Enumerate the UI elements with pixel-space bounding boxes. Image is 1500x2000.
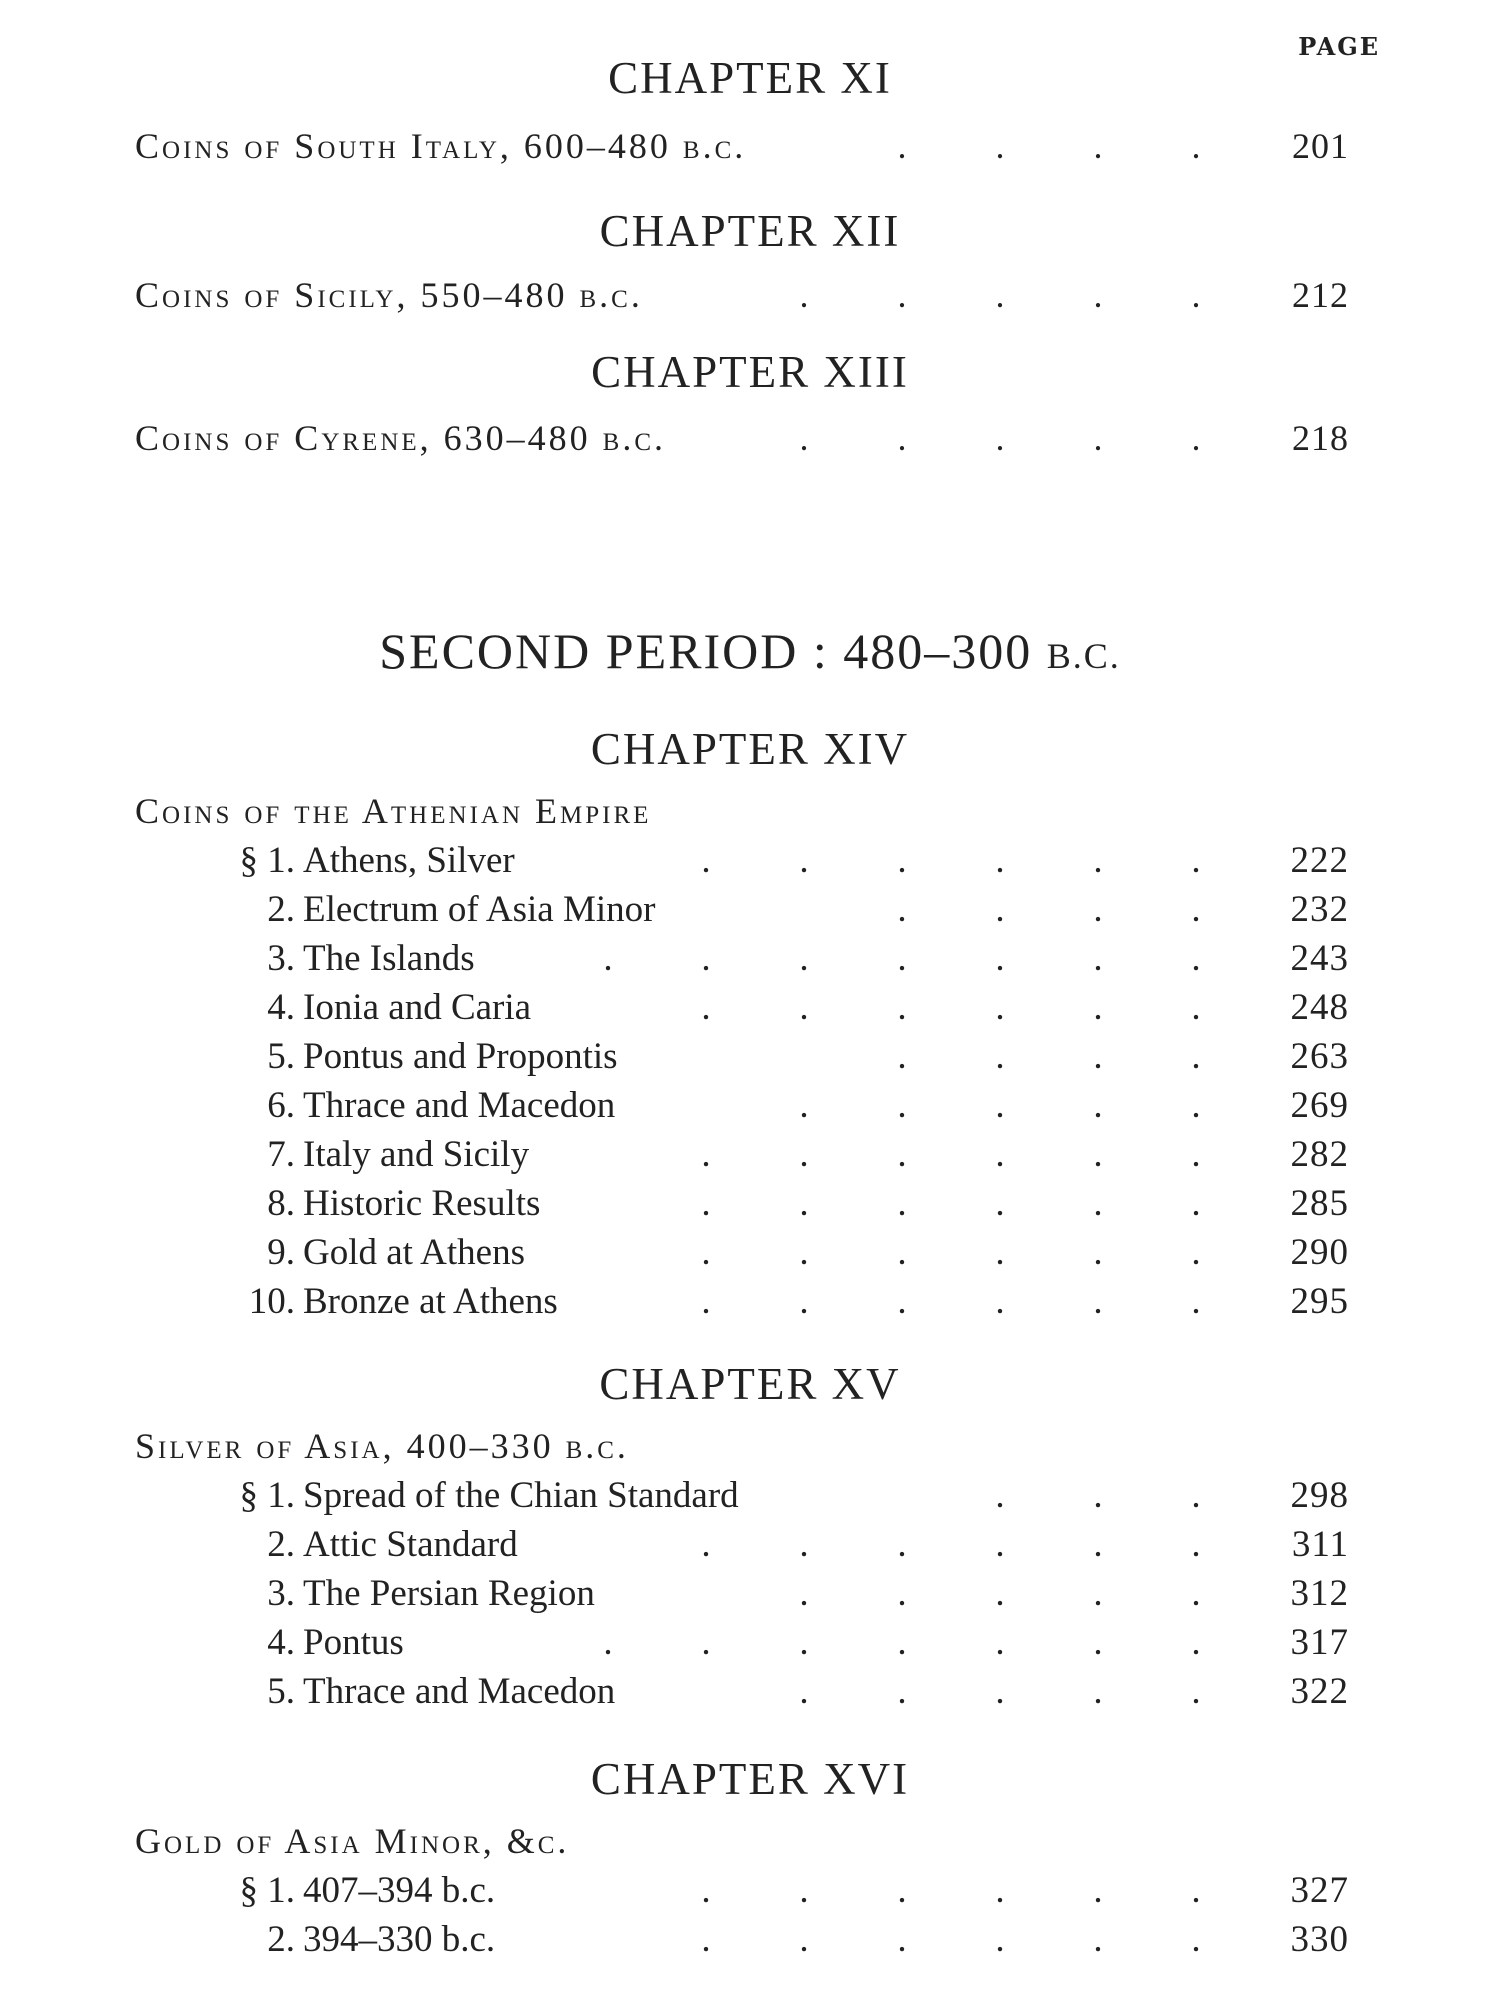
page-number: 248 xyxy=(1290,987,1349,1028)
dot-leader: . . . . . . . xyxy=(603,938,1201,979)
section-title: Thrace and Macedon xyxy=(303,1671,616,1712)
section-title: Thrace and Macedon xyxy=(303,1085,616,1126)
chapter-heading: CHAPTER XIV xyxy=(590,724,910,774)
section-title: 407–394 b.c. xyxy=(303,1870,496,1911)
section-title: The Persian Region xyxy=(303,1573,595,1614)
dot-leader: . . . . . xyxy=(799,1671,1201,1712)
section-number: 8. xyxy=(267,1183,295,1224)
chapter-heading: CHAPTER XVI xyxy=(590,1754,910,1804)
toc-section xyxy=(135,1522,1349,1568)
dot-leader: . . . . xyxy=(897,889,1201,930)
dot-leader: . . . . . . xyxy=(701,1232,1201,1273)
section-number: 2. xyxy=(267,889,295,930)
section-number: 7. xyxy=(267,1134,295,1175)
chapter-heading: CHAPTER XIII xyxy=(591,347,909,397)
toc-section xyxy=(135,1868,1349,1914)
entry-title: Coins of Cyrene, 630–480 b.c. xyxy=(135,418,666,458)
toc-section xyxy=(135,887,1349,933)
dot-leader: . . . . . . xyxy=(701,1870,1201,1911)
entry-title: Coins of South Italy, 600–480 b.c. xyxy=(135,126,747,166)
section-title: Pontus xyxy=(303,1622,404,1663)
dot-leader: . . . xyxy=(995,1475,1201,1516)
section-number: 5. xyxy=(267,1036,295,1077)
section-title: Ionia and Caria xyxy=(303,987,532,1028)
section-title: Athens, Silver xyxy=(303,840,515,881)
toc-entry xyxy=(135,788,1349,834)
section-number: 4. xyxy=(267,987,295,1028)
page-number: 212 xyxy=(1292,275,1349,315)
toc-section xyxy=(135,1279,1349,1325)
section-number: 4. xyxy=(267,1622,295,1663)
page-number: 285 xyxy=(1290,1183,1349,1224)
dot-leader: . . . . . . xyxy=(701,1183,1201,1224)
entry-title: Gold of Asia Minor, &c. xyxy=(135,1821,570,1861)
page-number: 290 xyxy=(1290,1232,1349,1273)
dot-leader: . . . . . xyxy=(799,418,1201,458)
section-number: 5. xyxy=(267,1671,295,1712)
dot-leader: . . . . . . . xyxy=(603,1622,1201,1663)
entry-title: Silver of Asia, 400–330 b.c. xyxy=(135,1426,629,1466)
page-number: 311 xyxy=(1291,1524,1349,1565)
period-title: SECOND PERIOD : 480–300 xyxy=(379,623,1033,679)
toc-section xyxy=(135,1132,1349,1178)
page-number: 243 xyxy=(1290,938,1349,979)
section-title: Bronze at Athens xyxy=(303,1281,558,1322)
section-title: Pontus and Propontis xyxy=(303,1036,618,1077)
section-number: 3. xyxy=(267,1573,295,1614)
toc-entry xyxy=(135,272,1349,318)
page-column-label: PAGE xyxy=(1298,32,1380,61)
toc-section xyxy=(135,1571,1349,1617)
chapter-heading: CHAPTER XV xyxy=(599,1359,901,1409)
toc-entry xyxy=(135,1818,1349,1864)
toc-section xyxy=(135,1181,1349,1227)
section-title: Italy and Sicily xyxy=(303,1134,530,1175)
toc-section xyxy=(135,1473,1349,1519)
page-number: 317 xyxy=(1290,1622,1349,1663)
dot-leader: . . . . xyxy=(897,1036,1201,1077)
dot-leader: . . . . . . xyxy=(701,987,1201,1028)
page-number: 269 xyxy=(1290,1085,1349,1126)
section-title: Gold at Athens xyxy=(303,1232,525,1273)
dot-leader: . . . . . . xyxy=(701,1919,1201,1960)
page-number: 330 xyxy=(1290,1919,1349,1960)
section-number: 2. xyxy=(267,1524,295,1565)
toc-section xyxy=(135,1083,1349,1129)
section-title: The Islands xyxy=(303,938,475,979)
toc-section xyxy=(135,936,1349,982)
section-number: § 1. xyxy=(239,1870,295,1911)
chapter-heading: CHAPTER XI xyxy=(608,53,892,103)
entry-title: Coins of the Athenian Empire xyxy=(135,791,652,831)
chapter-heading: CHAPTER XII xyxy=(599,206,901,256)
section-title: Spread of the Chian Standard xyxy=(303,1475,739,1516)
page-number: 218 xyxy=(1292,418,1349,458)
section-number: 9. xyxy=(267,1232,295,1273)
dot-leader: . . . . . xyxy=(799,1085,1201,1126)
page-number: 201 xyxy=(1292,126,1349,166)
page-number: 263 xyxy=(1290,1036,1349,1077)
dot-leader: . . . . . . xyxy=(701,840,1201,881)
dot-leader: . . . . . xyxy=(799,1573,1201,1614)
page-number: 327 xyxy=(1290,1870,1349,1911)
entry-title: Coins of Sicily, 550–480 b.c. xyxy=(135,275,643,315)
section-number: 10. xyxy=(248,1281,295,1322)
period-suffix: B.C. xyxy=(1046,636,1121,676)
section-title: Historic Results xyxy=(303,1183,541,1224)
toc-entry xyxy=(135,1423,1349,1469)
toc-section xyxy=(135,1230,1349,1276)
section-number: 6. xyxy=(267,1085,295,1126)
page-number: 222 xyxy=(1290,840,1349,881)
period-heading xyxy=(0,622,1500,680)
toc-section xyxy=(135,1620,1349,1666)
toc-entry xyxy=(135,415,1349,461)
section-title: 394–330 b.c. xyxy=(303,1919,496,1960)
toc-section xyxy=(135,1669,1349,1715)
section-number: § 1. xyxy=(239,1475,295,1516)
section-number: 3. xyxy=(267,938,295,979)
dot-leader: . . . . . . xyxy=(701,1134,1201,1175)
section-title: Attic Standard xyxy=(303,1524,518,1565)
dot-leader: . . . . xyxy=(897,126,1201,166)
page-number: 312 xyxy=(1290,1573,1349,1614)
section-title: Electrum of Asia Minor xyxy=(303,889,656,930)
section-number: 2. xyxy=(267,1919,295,1960)
toc-section xyxy=(135,985,1349,1031)
toc-entry xyxy=(135,123,1349,169)
page-number: 282 xyxy=(1290,1134,1349,1175)
dot-leader: . . . . . xyxy=(799,275,1201,315)
toc-section xyxy=(135,838,1349,884)
section-number: § 1. xyxy=(239,840,295,881)
dot-leader: . . . . . . xyxy=(701,1281,1201,1322)
page-number: 298 xyxy=(1290,1475,1349,1516)
page-number: 295 xyxy=(1290,1281,1349,1322)
toc-section xyxy=(135,1917,1349,1963)
dot-leader: . . . . . . xyxy=(701,1524,1201,1565)
toc-section xyxy=(135,1034,1349,1080)
page-number: 322 xyxy=(1290,1671,1349,1712)
page-number: 232 xyxy=(1290,889,1349,930)
